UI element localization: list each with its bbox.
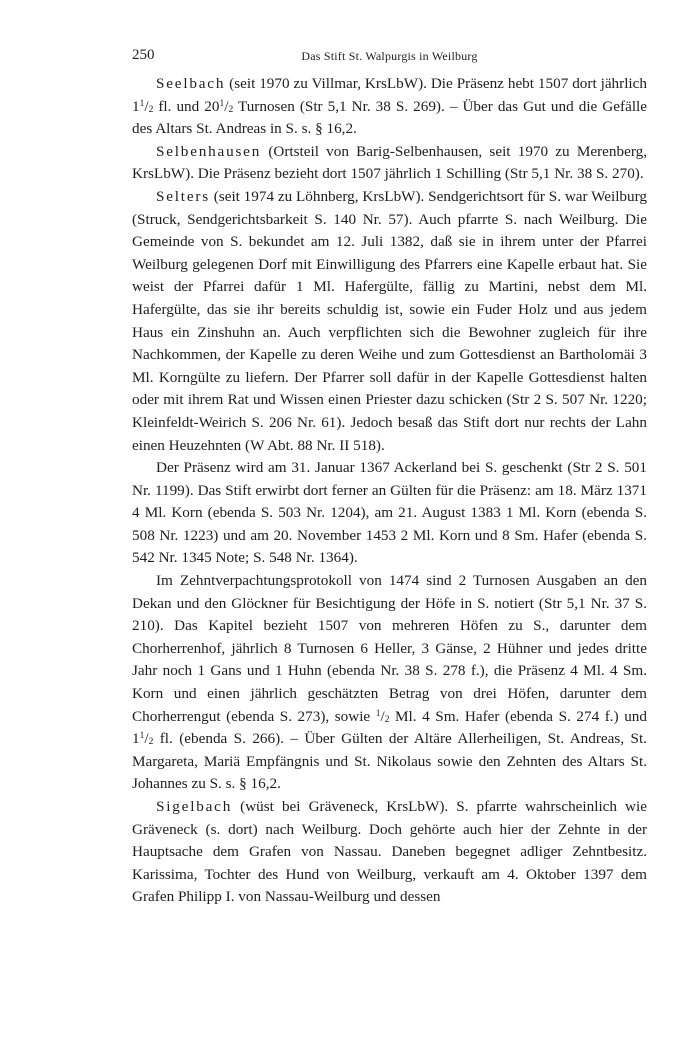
entry-keyword: Selbenhausen [156,142,262,160]
paragraph-praesenz [132,457,647,570]
paragraph-text: Der Präsenz wird am 31. Januar 1367 Ackerland bei S. geschenkt (Str 2 S. 501 Nr. 1199). Das Stift erwirbt dort ferner an Gülten für die Präsenz: am 18. März 1371 4 Ml. Korn (ebenda S. 503 Nr. 1204), am 21. August 1383 1 Ml. Korn (ebenda S. 508 Nr. 1223) und am 20. November 1453 2 Ml. Korn und 8 Sm. Hafer (ebenda S. 542 Nr. 1345 Note; S. 548 Nr. 1364). [132,459,647,567]
page-number: 250 [132,47,155,63]
entry-text: (Ortsteil von Barig-Selbenhausen, seit 1970 zu Merenberg, KrsLbW). Die Präsenz bezieht dort 1507 jährlich 1 Schilling (Str 5,1 Nr. 38 S. 270). [132,142,647,183]
entry-text: (seit 1970 zu Villmar, KrsLbW). Die Präsenz hebt 1507 dort jährlich $1^1/_2$ fl. und $20^1/_2$ Turnosen (Str 5,1 Nr. 38 S. 269). – Über das Gut und die Gefälle des Altars St. Andreas in S. s. § 16,2. [132,75,647,138]
entry-keyword: Seelbach [156,75,226,92]
entry-seelbach [132,73,647,141]
entry-selters [132,186,647,457]
body-text [132,73,647,909]
entry-text: (wüst bei Gräveneck, KrsLbW). S. pfarrte wahrscheinlich wie Gräveneck (s. dort) nach Weilburg. Doch gehörte auch hier der Zehnte in der Hauptsache dem Grafen von Nassau. Daneben begegnet adliger Zehntbesitz. Karissima, Tochter des Hund von Weilburg, verkauft am 4. Oktober 1397 dem Grafen Philipp I. von Nassau-Weilburg und dessen [132,798,647,906]
page-header [132,44,647,68]
book-page [132,44,647,909]
paragraph-zehntverpachtung [132,570,647,796]
paragraph-text: Im Zehntverpachtungsprotokoll von 1474 sind 2 Turnosen Ausgaben an den Dekan und den Glöckner für Besichtigung der Höfe in S. notiert (Str 5,1 Nr. 37 S. 210). Das Kapitel bezieht 1507 von mehreren Höfen zu S., darunter dem Chorherrenhof, jährlich 8 Turnosen 6 Heller, 3 Gänse, 2 Hühner und jedes dritte Jahr noch 1 Gans und 1 Huhn (ebenda Nr. 38 S. 278 f.), die Präsenz 4 Ml. 4 Sm. Korn und einen jährlich geschätzten Betrag von drei Höfen, darunter dem Chorherrengut (ebenda S. 273), sowie $^1/_2$ Ml. 4 Sm. Hafer (ebenda S. 274 f.) und $1^1/_2$ fl. (ebenda S. 266). – Über Gülten der Altäre Allerheiligen, St. Andreas, St. Margareta, Mariä Empfängnis und St. Nikolaus sowie den Zehnten des Altars St. Johannes zu S. s. § 16,2. [132,572,647,793]
entry-keyword: Sigelbach [156,798,233,815]
entry-sigelbach [132,796,647,909]
entry-text: (seit 1974 zu Löhnberg, KrsLbW). Sendgerichtsort für S. war Weilburg (Struck, Sendgerichtsbarkeit S. 140 Nr. 57). Auch pfarrte S. nach Weilburg. Die Gemeinde von S. bekundet am 12. Juli 1382, daß sie in ihrem unter der Pfarrei Weilburg gelegenen Dorf mit Einwilligung des Pfarrers eine Kapelle erbaut hat. Sie weist der Pfarrei dafür 1 Ml. Hafergülte, fällig zu Martini, nebst dem Ml. Hafergülte, das sie ihr bereits schuldig ist, sowie ein Fuder Holz und aus jedem Haus ein Zinshuhn an. Auch verpflichten sich die Bewohner zugleich für ihre Nachkommen, der Kapelle zu deren Weihe und zum Gottesdienst an Bartholomäi 3 Ml. Korngülte zu liefern. Der Pfarrer soll dafür in der Kapelle Gottesdienst halten oder mit ihrem Rat und Wissen einen Priester dazu schicken (Str 2 S. 507 Nr. 1220; Kleinfeldt-Weirich S. 206 Nr. 61). Jedoch besaß das Stift dort nur rechts der Lahn einen Heuzehnten (W Abt. 88 Nr. II 518). [132,187,647,454]
running-title: Das Stift St. Walpurgis in Weilburg [301,49,478,63]
entry-selbenhausen [132,141,647,186]
entry-keyword: Selters [156,187,210,205]
